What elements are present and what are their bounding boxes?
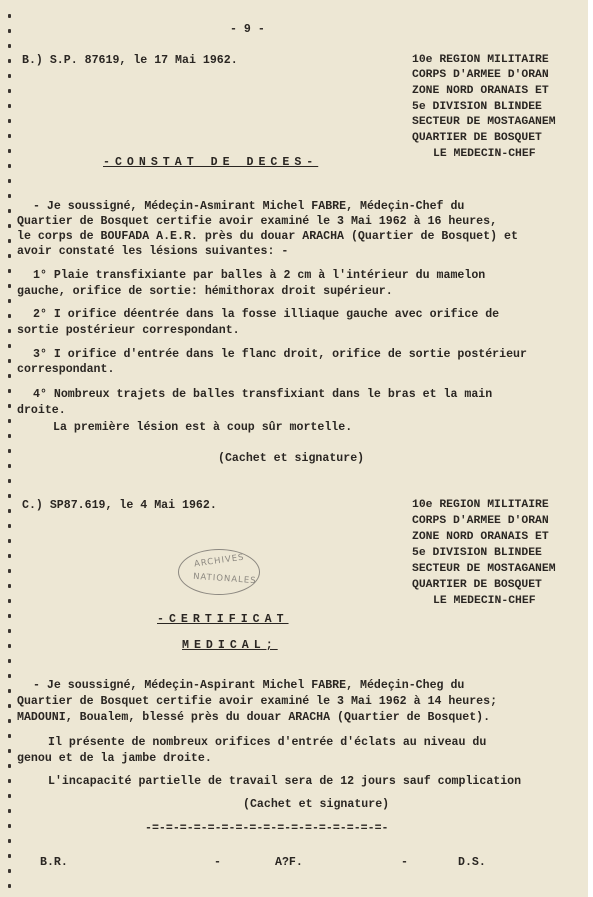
- perforation-dot: [8, 524, 11, 528]
- header-line: LE MEDECIN-CHEF: [433, 595, 536, 607]
- perforation-dot: [8, 449, 11, 453]
- perforation-margin: [8, 0, 12, 897]
- perforation-dot: [8, 389, 11, 393]
- perforation-dot: [8, 584, 11, 588]
- perforation-dot: [8, 344, 11, 348]
- perforation-dot: [8, 149, 11, 153]
- perforation-dot: [8, 614, 11, 618]
- document-c-title: -CERTIFICAT: [157, 613, 289, 626]
- perforation-dot: [8, 884, 11, 888]
- perforation-dot: [8, 164, 11, 168]
- perforation-dot: [8, 464, 11, 468]
- body-line: 1° Plaie transfixiante par balles à 2 cm à l'intérieur du mamelon: [33, 269, 486, 282]
- archives-nationales-stamp: [178, 549, 260, 595]
- body-line: 2° I orifice déentrée dans la fosse illiaque gauche avec orifice de: [33, 308, 500, 321]
- header-line: LE MEDECIN-CHEF: [433, 148, 536, 160]
- perforation-dot: [8, 209, 11, 213]
- body-line: droite.: [17, 404, 66, 417]
- perforation-dot: [8, 674, 11, 678]
- perforation-dot: [8, 749, 11, 753]
- perforation-dot: [8, 824, 11, 828]
- body-line: - Je soussigné, Médeçin-Asmirant Michel FABRE, Médeçin-Chef du: [33, 200, 465, 213]
- header-line: 5e DIVISION BLINDEE: [412, 101, 542, 113]
- perforation-dot: [8, 224, 11, 228]
- perforation-dot: [8, 299, 11, 303]
- document-c-signature: (Cachet et signature): [243, 798, 390, 811]
- body-line: Quartier de Bosquet certifie avoir examiné le 3 Mai 1962 à 14 heures;: [17, 695, 498, 708]
- perforation-dot: [8, 809, 11, 813]
- header-line: CORPS D'ARMEE D'ORAN: [412, 515, 549, 527]
- header-line: ZONE NORD ORANAIS ET: [412, 85, 549, 97]
- header-line: SECTEUR DE MOSTAGANEM: [412, 116, 556, 128]
- perforation-dot: [8, 659, 11, 663]
- stamp-text: NATIONALES: [192, 571, 257, 587]
- perforation-dot: [8, 284, 11, 288]
- footer-divider: -=-=-=-=-=-=-=-=-=-=-=-=-=-=-=-=-=-: [145, 822, 389, 835]
- perforation-dot: [8, 854, 11, 858]
- header-line: CORPS D'ARMEE D'ORAN: [412, 69, 549, 81]
- body-line: - Je soussigné, Médeçin-Aspirant Michel FABRE, Médeçin-Cheg du: [33, 679, 465, 692]
- document-b-signature: (Cachet et signature): [218, 452, 365, 465]
- perforation-dot: [8, 74, 11, 78]
- perforation-dot: [8, 764, 11, 768]
- body-line: sortie postérieur correspondant.: [17, 324, 240, 337]
- body-line: 4° Nombreux trajets de balles transfixiant dans le bras et la main: [33, 388, 493, 401]
- perforation-dot: [8, 734, 11, 738]
- header-line: ZONE NORD ORANAIS ET: [412, 531, 549, 543]
- perforation-dot: [8, 629, 11, 633]
- body-line: genou et de la jambe droite.: [17, 752, 212, 765]
- perforation-dot: [8, 374, 11, 378]
- header-line: 10e REGION MILITAIRE: [412, 54, 549, 66]
- perforation-dot: [8, 314, 11, 318]
- footer-item: A?F.: [275, 856, 303, 869]
- perforation-dot: [8, 479, 11, 483]
- footer-item: -: [214, 856, 221, 869]
- header-line: 5e DIVISION BLINDEE: [412, 547, 542, 559]
- perforation-dot: [8, 29, 11, 33]
- perforation-dot: [8, 104, 11, 108]
- body-line: le corps de BOUFADA A.E.R. près du douar ARACHA (Quartier de Bosquet) et: [17, 230, 518, 243]
- perforation-dot: [8, 134, 11, 138]
- perforation-dot: [8, 539, 11, 543]
- page-number: - 9 -: [230, 23, 265, 36]
- perforation-dot: [8, 179, 11, 183]
- perforation-dot: [8, 569, 11, 573]
- perforation-dot: [8, 779, 11, 783]
- document-b-title: -CONSTAT DE DECES-: [103, 156, 319, 169]
- body-line: Il présente de nombreux orifices d'entrée d'éclats au niveau du: [48, 736, 487, 749]
- document-c-reference: C.) SP87.619, le 4 Mai 1962.: [22, 499, 217, 512]
- perforation-dot: [8, 119, 11, 123]
- header-line: 10e REGION MILITAIRE: [412, 499, 549, 511]
- perforation-dot: [8, 554, 11, 558]
- body-line: avoir constaté les lésions suivantes: -: [17, 245, 289, 258]
- perforation-dot: [8, 644, 11, 648]
- perforation-dot: [8, 419, 11, 423]
- body-line: Quartier de Bosquet certifie avoir examiné le 3 Mai 1962 à 16 heures,: [17, 215, 498, 228]
- perforation-dot: [8, 269, 11, 273]
- header-line: QUARTIER DE BOSQUET: [412, 132, 542, 144]
- header-line: QUARTIER DE BOSQUET: [412, 579, 542, 591]
- footer-item: -: [401, 856, 408, 869]
- stamp-text: ARCHIVES: [193, 552, 246, 570]
- perforation-dot: [8, 194, 11, 198]
- perforation-dot: [8, 404, 11, 408]
- perforation-dot: [8, 599, 11, 603]
- perforation-dot: [8, 704, 11, 708]
- header-line: SECTEUR DE MOSTAGANEM: [412, 563, 556, 575]
- perforation-dot: [8, 794, 11, 798]
- perforation-dot: [8, 59, 11, 63]
- perforation-dot: [8, 359, 11, 363]
- perforation-dot: [8, 254, 11, 258]
- perforation-dot: [8, 839, 11, 843]
- body-line: La première lésion est à coup sûr mortelle.: [53, 421, 353, 434]
- perforation-dot: [8, 869, 11, 873]
- perforation-dot: [8, 689, 11, 693]
- footer-item: B.R.: [40, 856, 68, 869]
- perforation-dot: [8, 89, 11, 93]
- perforation-dot: [8, 14, 11, 18]
- body-line: MADOUNI, Boualem, blessé près du douar ARACHA (Quartier de Bosquet).: [17, 711, 491, 724]
- body-line: gauche, orifice de sortie: hémithorax droit supérieur.: [17, 285, 393, 298]
- body-line: correspondant.: [17, 363, 115, 376]
- perforation-dot: [8, 434, 11, 438]
- body-line: L'incapacité partielle de travail sera de 12 jours sauf complication: [48, 775, 522, 788]
- perforation-dot: [8, 494, 11, 498]
- perforation-dot: [8, 509, 11, 513]
- body-line: 3° I orifice d'entrée dans le flanc droit, orifice de sortie postérieur: [33, 348, 527, 361]
- document-b-reference: B.) S.P. 87619, le 17 Mai 1962.: [22, 54, 238, 67]
- document-c-title-line2: MEDICAL;: [182, 639, 278, 652]
- perforation-dot: [8, 719, 11, 723]
- footer-item: D.S.: [458, 856, 486, 869]
- perforation-dot: [8, 239, 11, 243]
- perforation-dot: [8, 329, 11, 333]
- perforation-dot: [8, 44, 11, 48]
